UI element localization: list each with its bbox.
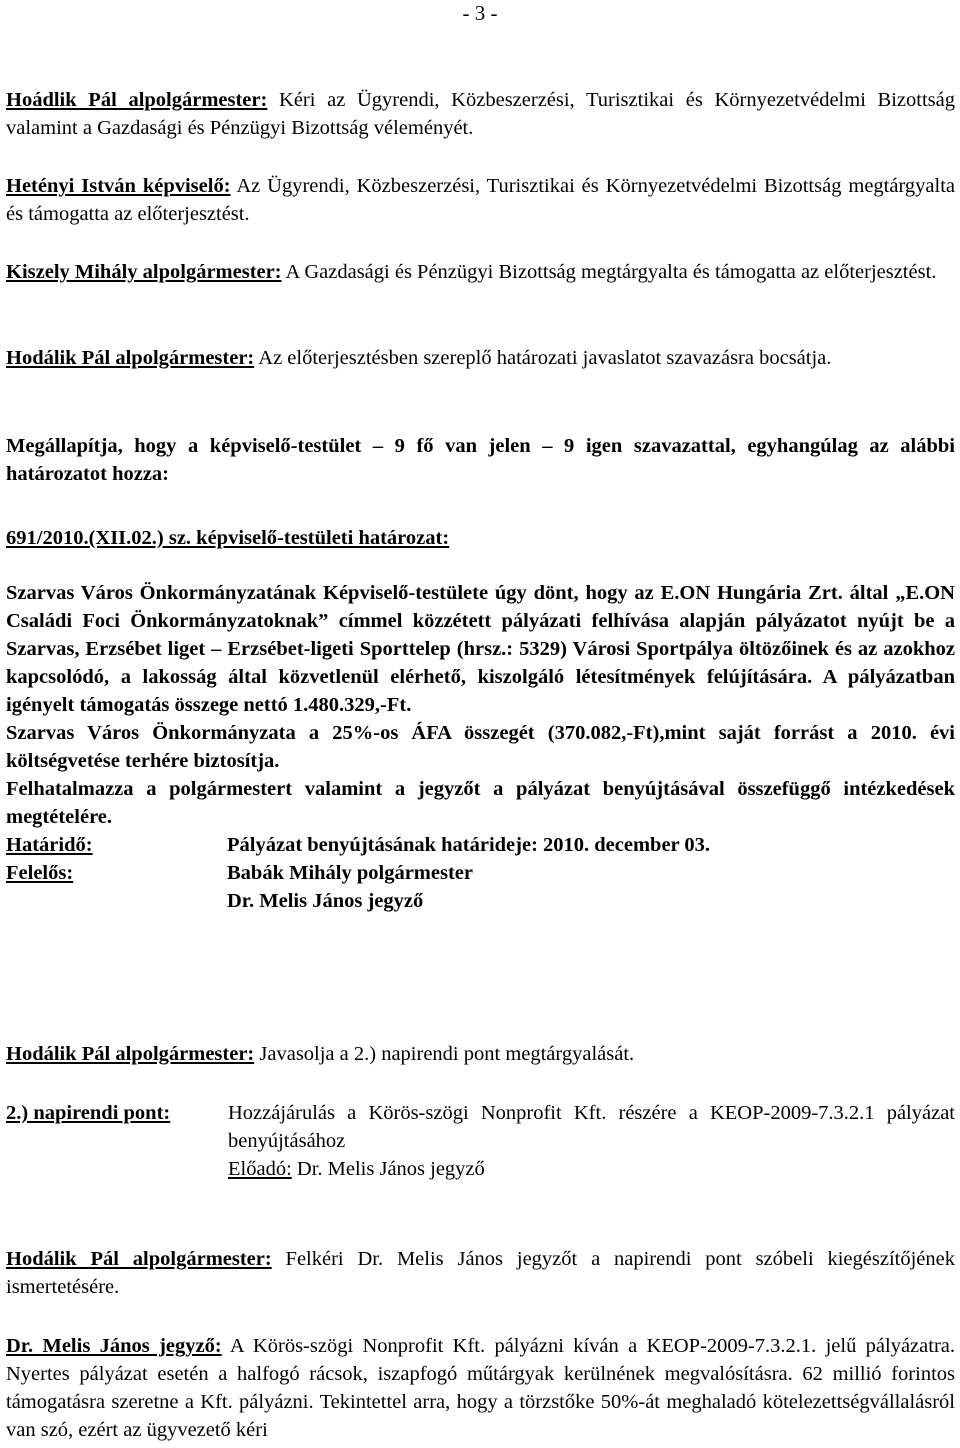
paragraph-hetenyi — [6, 172, 955, 228]
agenda-presenter — [228, 1155, 955, 1183]
deadline-value: Pályázat benyújtásának határideje: 2010. december 03. — [227, 834, 711, 856]
paragraph-text: Felkéri Dr. Melis János jegyzőt a napirendi pont szóbeli kiegészítőjének ismertetésére. — [6, 1248, 955, 1298]
responsible-row-2 — [6, 887, 955, 915]
presenter-label: Előadó: — [228, 1158, 292, 1180]
deadline-label: Határidő: — [6, 834, 93, 856]
paragraph-hodalik-request — [6, 1245, 955, 1301]
paragraph-text: Kéri az Ügyrendi, Közbeszerzési, Turisztikai és Környezetvédelmi Bizottság valamint a Gazdasági és Pénzügyi Bizottság véleményét. — [6, 89, 955, 139]
speaker-name: Kiszely Mihály alpolgármester: — [6, 261, 282, 283]
agenda-label: 2.) napirendi pont: — [6, 1102, 171, 1124]
responsible-row — [6, 859, 955, 887]
paragraph-melis — [6, 1332, 955, 1444]
responsible-2: Dr. Melis János jegyző — [227, 890, 424, 912]
speaker-name: Hoádlik Pál alpolgármester: — [6, 89, 268, 111]
paragraph-text: A Gazdasági és Pénzügyi Bizottság megtárgyalta és támogatta az előterjesztést. — [281, 261, 937, 283]
speaker-name: Dr. Melis János jegyző: — [6, 1335, 222, 1357]
agenda-title: Hozzájárulás a Körös-szögi Nonprofit Kft. részére a KEOP-2009-7.3.2.1 pályázat benyújtásához — [228, 1102, 955, 1152]
paragraph-text: Az előterjesztésben szereplő határozati javaslatot szavazásra bocsátja. — [254, 347, 832, 369]
paragraph-text: A Körös-szögi Nonprofit Kft. pályázni kíván a KEOP-2009-7.3.2.1. jelű pályázatra. Nyertes pályázat esetén a halfogó rácsok, iszapfogó műtárgyak kerülnének megvalósításra. 62 millió forintos támogatásra szeretne a Kft. pályázni. Tekintettel arra, hogy a törzstőke 50%-át meghaladó kötelezettségvállalásról van szó, ezért az ügyvezető kéri — [6, 1335, 955, 1441]
paragraph-text: Az Ügyrendi, Közbeszerzési, Turisztikai és Környezetvédelmi Bizottság megtárgyalta és támogatta az előterjesztést. — [6, 175, 956, 225]
speaker-name: Hodálik Pál alpolgármester: — [6, 1248, 272, 1270]
resolution-body-2: Szarvas Város Önkormányzata a 25%-os ÁFA összegét (370.082,-Ft),mint saját forrást a 2010. évi költségvetése terhére biztosítja. — [6, 722, 955, 772]
vote-statement: Megállapítja, hogy a képviselő-testület – 9 fő van jelen – 9 igen szavazattal, egyhangúlag az alábbi határozatot hozza: — [6, 435, 955, 485]
speaker-name: Hodálik Pál alpolgármester: — [6, 347, 255, 369]
paragraph-hoadlik-request — [6, 86, 955, 142]
responsible-label: Felelős: — [6, 862, 74, 884]
resolution-text — [6, 579, 955, 915]
speaker-name: Hodálik Pál alpolgármester: — [6, 1043, 255, 1065]
agenda-details — [228, 1099, 955, 1183]
presenter-name: Dr. Melis János jegyző — [291, 1158, 485, 1180]
responsible-1: Babák Mihály polgármester — [227, 862, 473, 884]
paragraph-hodalik-vote — [6, 344, 955, 372]
paragraph-text: Javasolja a 2.) napirendi pont megtárgyalását. — [254, 1043, 635, 1065]
resolution-body-3: Felhatalmazza a polgármestert valamint a jegyzőt a pályázat benyújtásával összefüggő intézkedések megtételére. — [6, 778, 955, 828]
deadline-row — [6, 831, 955, 859]
paragraph-kiszely — [6, 258, 955, 286]
paragraph-agenda-proposal — [6, 1040, 955, 1068]
page-number: - 3 - — [462, 1, 498, 25]
speaker-name: Hetényi István képviselő: — [6, 175, 231, 197]
resolution-title: 691/2010.(XII.02.) sz. képviselő-testületi határozat: — [6, 527, 450, 549]
resolution-body-1: Szarvas Város Önkormányzatának Képviselő-testülete úgy dönt, hogy az E.ON Hungária Zrt. által „E.ON Családi Foci Önkormányzatoknak” címmel közzétett pályázati felhívása alapján pályázatot nyújt be a Szarvas, Erzsébet liget – Erzsébet-ligeti Sporttelep (hrsz.: 5329) Városi Sportpálya öltözőinek és az azokhoz kapcsolódó, a lakosság által közvetlenül elérhető, kiszolgáló létesítmények felújítására. A pályázatban igényelt támogatás összege nettó 1.480.329,-Ft. — [6, 582, 955, 716]
